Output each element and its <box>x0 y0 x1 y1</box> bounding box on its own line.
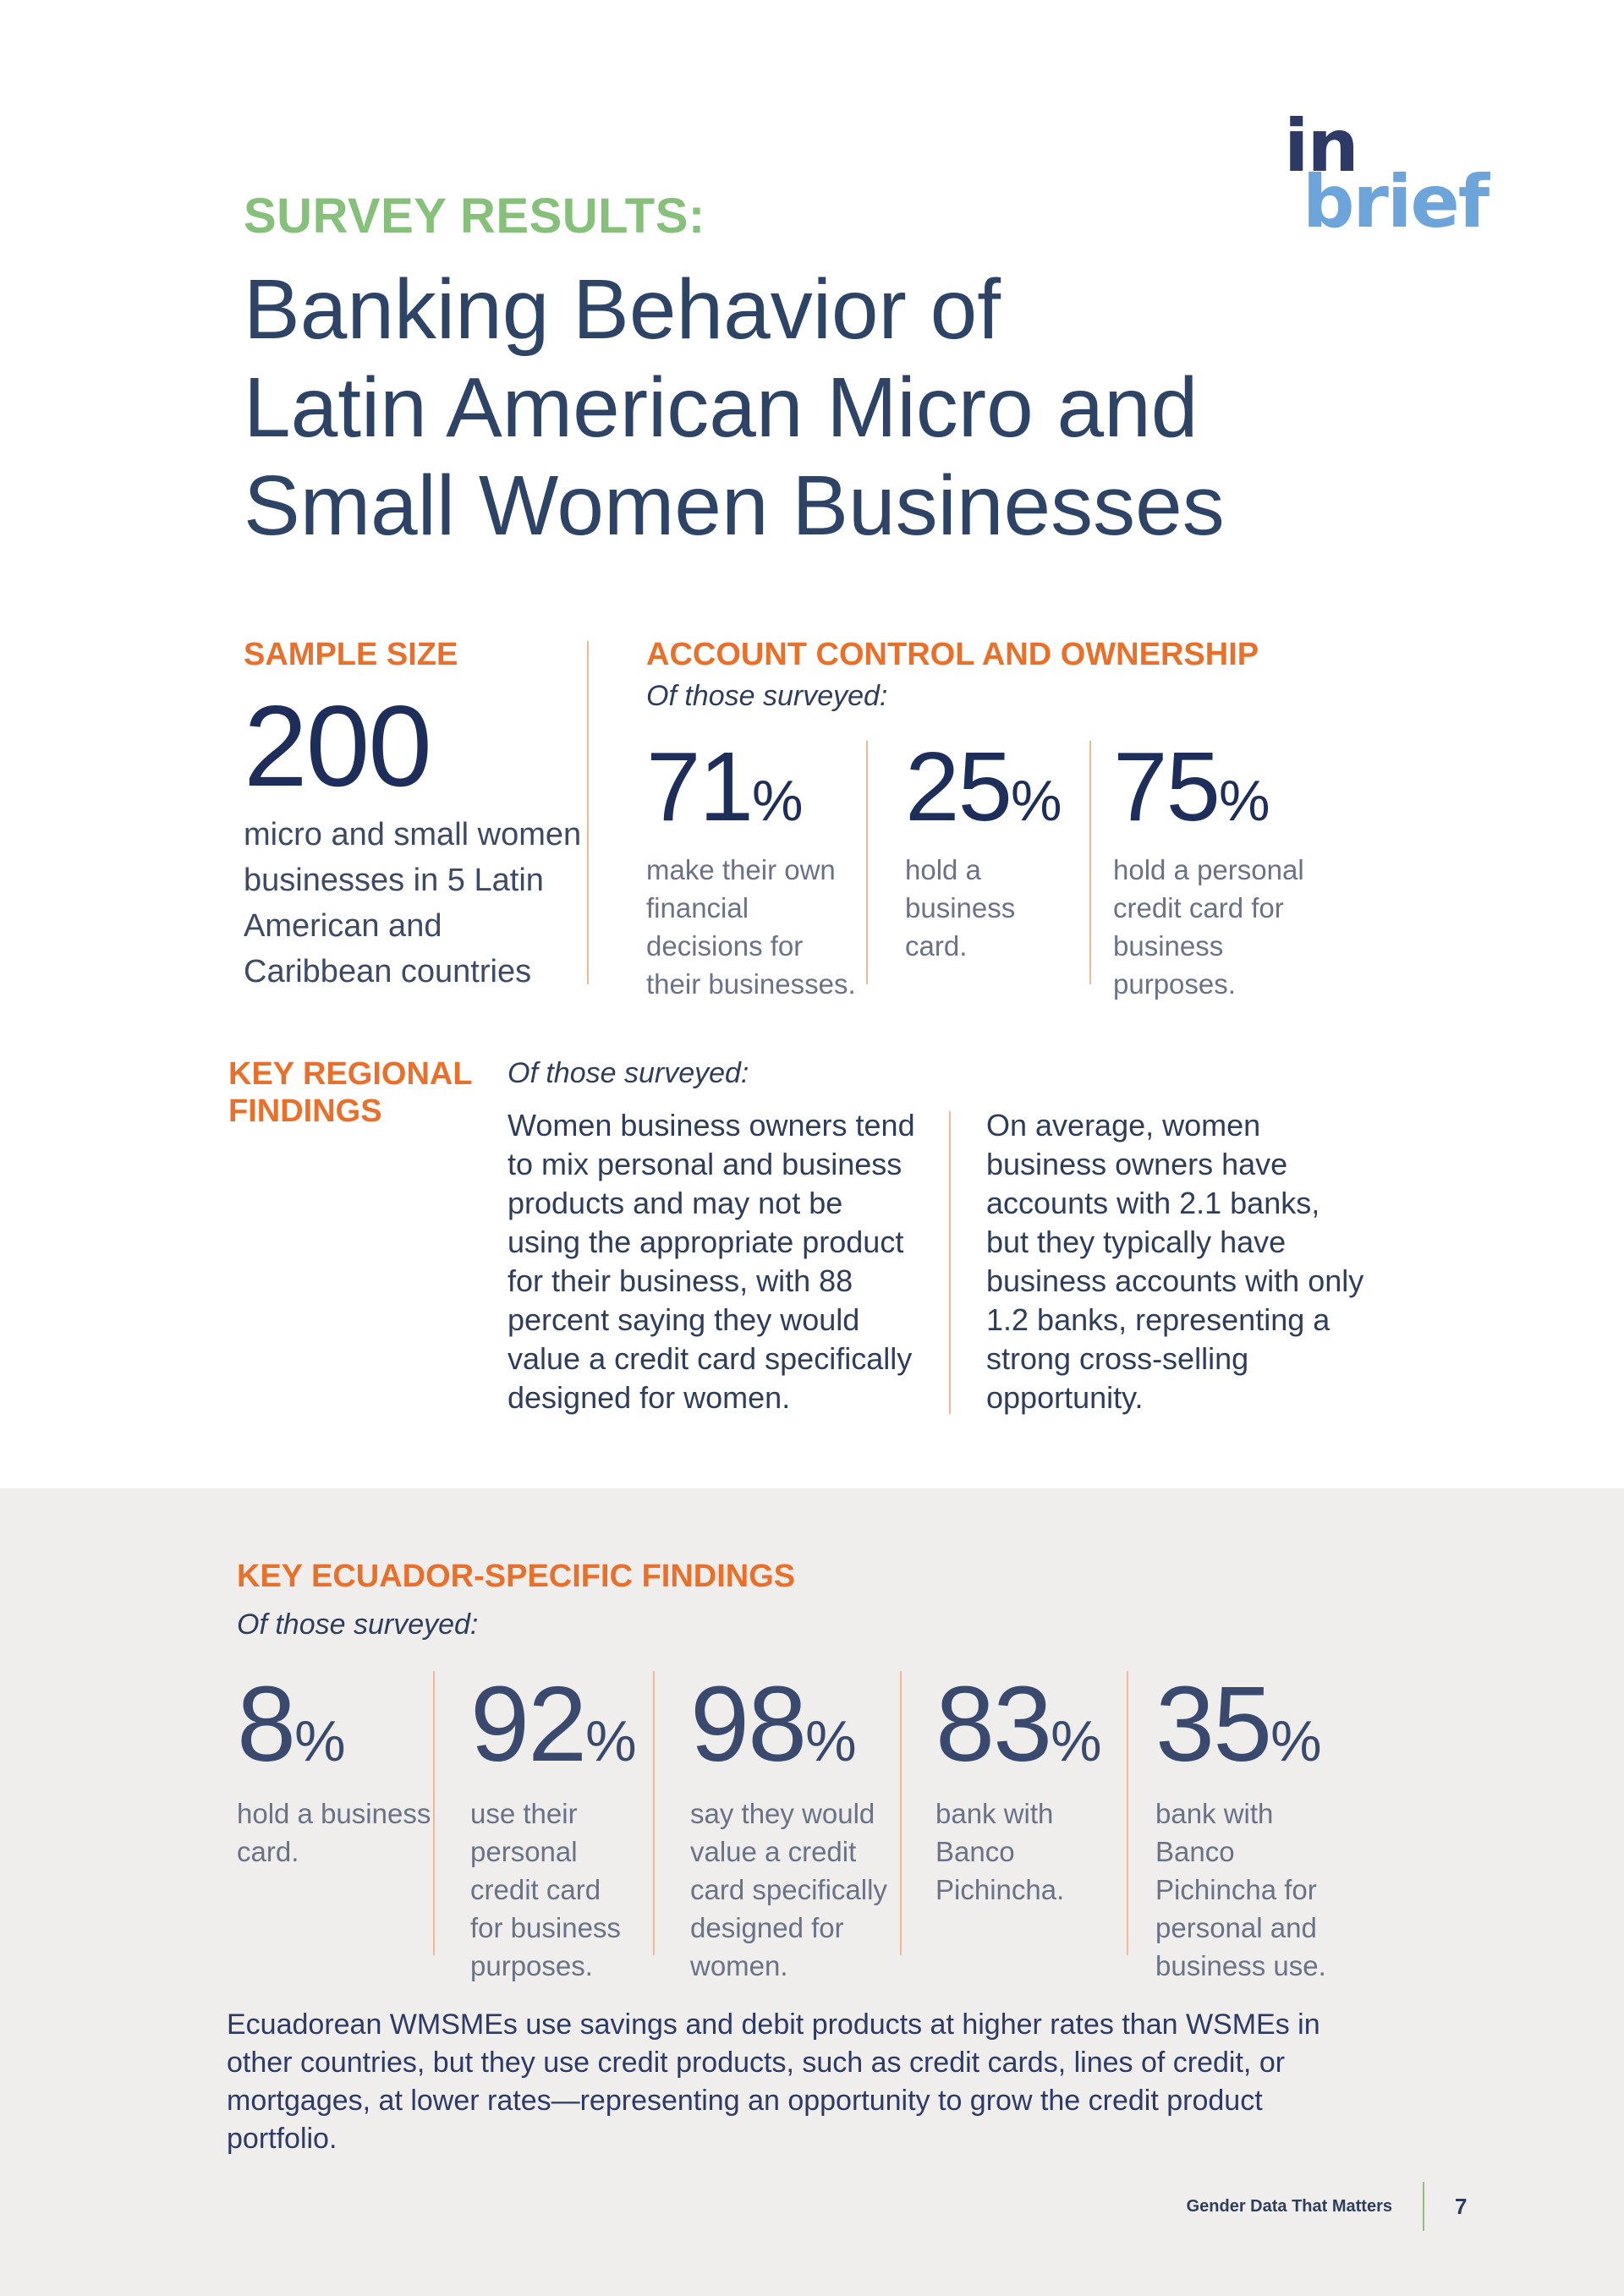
ecuador-stat-2-value: 92% <box>470 1664 637 1784</box>
ecuador-stat-3-value: 98% <box>690 1664 857 1784</box>
divider-account-1 <box>866 741 868 984</box>
ecuador-stat-4-text: bank with Banco Pichincha. <box>935 1798 1065 1905</box>
ecuador-stat-5 <box>1155 1664 1358 1985</box>
account-stat-1-value: 71% <box>646 732 804 841</box>
title-line-1: Banking Behavior of <box>244 262 1001 357</box>
ecuador-stat-2 <box>470 1664 639 1985</box>
title-line-3: Small Women Businesses <box>244 458 1225 553</box>
ecuador-stat-5-value: 35% <box>1155 1664 1322 1784</box>
ecuador-heading: KEY ECUADOR-SPECIFIC FINDINGS <box>237 1559 796 1594</box>
divider-ecuador-1 <box>433 1671 435 1955</box>
ecuador-stat-1 <box>237 1664 431 1871</box>
regional-col-2: On average, women business owners have accounts with 2.1 banks, but they typically have business accounts with only 1.2 banks, representing a strong cross-selling opportunity. <box>986 1108 1364 1415</box>
sample-size-heading: SAMPLE SIZE <box>244 637 458 672</box>
footer-divider <box>1423 2182 1424 2231</box>
divider-ecuador-4 <box>1127 1671 1128 1955</box>
ecuador-stat-1-text: hold a business card. <box>237 1798 431 1867</box>
divider-account-2 <box>1089 741 1091 984</box>
ecuador-subheading: Of those surveyed: <box>237 1608 479 1641</box>
account-stat-1-text: make their own financial decisions for their businesses. <box>646 854 856 1000</box>
page-number: 7 <box>1455 2194 1468 2219</box>
divider-sample <box>587 641 589 984</box>
ecuador-stat-4-value: 83% <box>935 1664 1102 1784</box>
ecuador-summary: Ecuadorean WMSMEs use savings and debit products at higher rates than WSMEs in other countries, but they use credit products, such as credit cards, lines of credit, or mortgages, at lower rates—representing an opportunity to grow the credit product portfolio. <box>227 2008 1320 2155</box>
account-stat-1 <box>646 732 858 1003</box>
account-stat-2-value: 25% <box>905 732 1062 841</box>
ecuador-stat-3-text: say they would value a credit card specifically designed for women. <box>690 1798 887 1981</box>
regional-subheading: Of those surveyed: <box>508 1057 749 1089</box>
footer-label: Gender Data That Matters <box>1186 2197 1392 2216</box>
regional-heading: KEY REGIONAL FINDINGS <box>228 1056 472 1129</box>
ecuador-stat-4 <box>935 1664 1105 1909</box>
title-line-2: Latin American Micro and <box>244 360 1199 455</box>
divider-ecuador-3 <box>900 1671 902 1955</box>
account-stat-2 <box>905 732 1074 965</box>
regional-col-1: Women business owners tend to mix personal and business products and may not be using the appropriate product for their business, with 88 percent saying they would value a credit card specifically designed for women. <box>508 1108 915 1415</box>
account-control-subheading: Of those surveyed: <box>646 680 888 712</box>
ecuador-stat-3 <box>690 1664 893 1985</box>
logo-in: in <box>1284 104 1358 189</box>
sample-size-number: 200 <box>244 682 431 810</box>
ecuador-stat-2-text: use their personal credit card for business purposes. <box>470 1798 621 1981</box>
account-stat-2-text: hold a business card. <box>905 854 1016 962</box>
logo-brief: brief <box>1303 160 1489 244</box>
divider-regional <box>949 1111 951 1414</box>
account-control-heading: ACCOUNT CONTROL AND OWNERSHIP <box>646 637 1259 672</box>
survey-results-label: SURVEY RESULTS: <box>244 189 705 244</box>
ecuador-stat-1-value: 8% <box>237 1664 346 1784</box>
account-stat-3 <box>1113 732 1325 1003</box>
sample-size-description: micro and small women businesses in 5 Latin American and Caribbean countries <box>244 817 582 989</box>
divider-ecuador-2 <box>653 1671 655 1955</box>
page-title <box>244 260 1428 555</box>
account-stat-3-text: hold a personal credit card for business purposes. <box>1113 854 1304 1000</box>
account-stat-3-value: 75% <box>1113 732 1270 841</box>
ecuador-stat-5-text: bank with Banco Pichincha for personal and business use. <box>1155 1798 1326 1981</box>
